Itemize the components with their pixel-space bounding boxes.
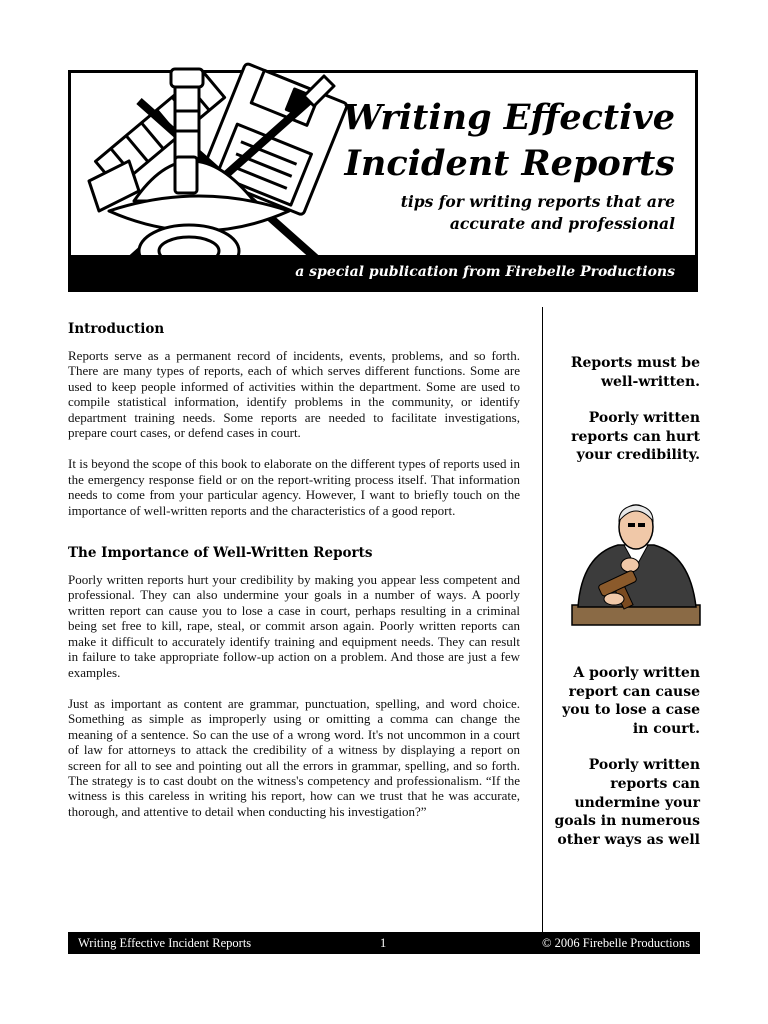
footer-copyright: © 2006 Firebelle Productions [541,936,690,950]
tagline-strip [71,255,695,289]
intro-paragraph-1: Reports serve as a permanent record of incidents, events, problems, and so forth. There are many types of reports, each of which serves different functions. Some are used to keep people informed of activities within the department. Some are used to compile statistical information, identify problems in the community, or identify department training needs. Some reports are needed to facilitate investigations, prepare court cases, or defend cases in court. [68,348,520,441]
callout-well-written: Reports must be well-written. [570,355,700,390]
page-footer [68,932,700,954]
publication-tagline: a special publication from Firebelle Productions [295,264,675,280]
title-line-2: Incident Reports [344,143,675,184]
page-title [343,95,675,187]
judge-gavel-icon [570,495,702,627]
title-line-1: Writing Effective [342,97,675,138]
importance-paragraph-1: Poorly written reports hurt your credibility by making you appear less competent and professional. They can also undermine your goals in a number of ways. A poorly written report can cause you to lose a case in court, perhaps resulting in a criminal being set free to kill, rape, steal, or commit arson again. Poorly written reports can make it difficult to accurately identify training and equipment needs. They can result in failure to take appropriate follow-up action on a problem. And those are just a few examples. [68,572,520,680]
importance-paragraph-2: Just as important as content are grammar, punctuation, spelling, and word choice. Something as simple as improperly using or omitting a comma can change the meaning of a sentence. So can the use of a wrong word. It's not uncommon in a court of law for attorneys to attack the credibility of a witness by displaying a report on screen for all to see and pointing out all the errors in grammar, spelling, and so forth. The strategy is to cast doubt on the witness's competency and professionalism. “If the witness is this careless in writing his report, how can we trust that he was accurate, thorough, and attentive to detail when conducting his investigation?” [68,695,520,819]
callout-undermine-goals: Poorly written reports can undermine your goals in numerous other ways as well [554,757,700,848]
sidebar-callout-top [548,354,700,465]
header-banner [68,70,698,292]
column-divider [542,307,543,932]
callout-lose-case: A poorly written report can cause you to lose a case in court. [562,665,700,737]
page-subtitle: tips for writing reports that are accurate and professional [400,192,675,233]
callout-credibility: Poorly written reports can hurt your credibility. [571,410,700,464]
main-column [68,320,520,819]
sidebar-callout-bottom [548,664,700,849]
intro-heading: Introduction [68,321,165,337]
footer-title: Writing Effective Incident Reports [78,936,252,950]
footer-page-number: 1 [380,936,387,950]
importance-heading: The Importance of Well-Written Reports [68,545,373,562]
intro-paragraph-2: It is beyond the scope of this book to elaborate on the different types of reports used in the emergency response field or on the report-writing process itself. That information needs to come from your particular agency. However, I want to briefly touch on the importance of well-written reports and the characteristics of a good report. [68,456,520,518]
